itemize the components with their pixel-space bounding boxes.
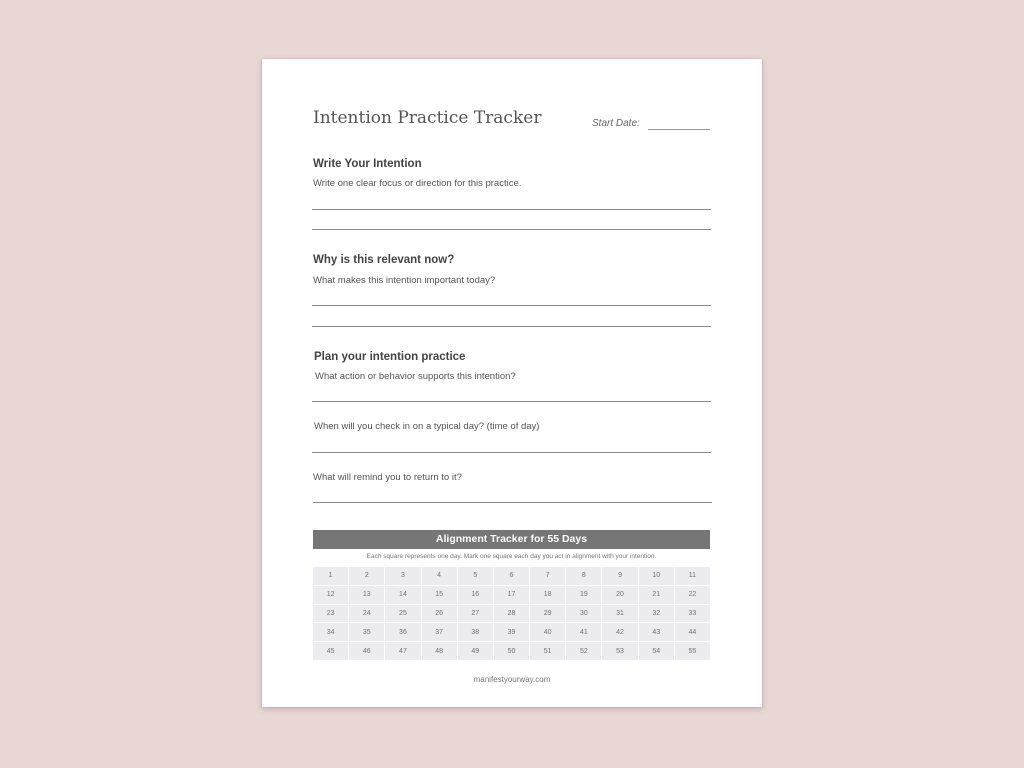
tracker-day-cell[interactable]: 37 [422,623,457,641]
writing-line [313,502,712,503]
tracker-day-cell[interactable]: 13 [349,586,384,604]
worksheet-page [262,59,762,707]
tracker-day-cell[interactable]: 8 [566,567,601,585]
tracker-day-cell[interactable]: 51 [530,642,565,660]
tracker-day-cell[interactable]: 34 [313,623,348,641]
tracker-day-cell[interactable]: 15 [422,586,457,604]
writing-line [312,326,711,327]
tracker-day-cell[interactable]: 45 [313,642,348,660]
tracker-day-cell[interactable]: 35 [349,623,384,641]
tracker-day-cell[interactable]: 29 [530,605,565,623]
tracker-day-cell[interactable]: 32 [639,605,674,623]
tracker-day-cell[interactable]: 48 [422,642,457,660]
tracker-day-cell[interactable]: 23 [313,605,348,623]
tracker-grid [313,567,710,660]
writing-line [312,209,711,210]
tracker-day-cell[interactable]: 30 [566,605,601,623]
tracker-day-cell[interactable]: 31 [602,605,637,623]
tracker-day-cell[interactable]: 25 [385,605,420,623]
tracker-day-cell[interactable]: 16 [458,586,493,604]
tracker-day-cell[interactable]: 54 [639,642,674,660]
section-heading-relevance: Why is this relevant now? [313,254,455,266]
writing-line [312,305,711,306]
tracker-day-cell[interactable]: 39 [494,623,529,641]
tracker-day-cell[interactable]: 21 [639,586,674,604]
tracker-day-cell[interactable]: 14 [385,586,420,604]
section-heading-plan: Plan your intention practice [314,351,466,363]
tracker-day-cell[interactable]: 49 [458,642,493,660]
tracker-day-cell[interactable]: 44 [675,623,710,641]
tracker-day-cell[interactable]: 26 [422,605,457,623]
tracker-day-cell[interactable]: 2 [349,567,384,585]
tracker-day-cell[interactable]: 33 [675,605,710,623]
tracker-day-cell[interactable]: 18 [530,586,565,604]
tracker-day-cell[interactable]: 4 [422,567,457,585]
tracker-day-cell[interactable]: 20 [602,586,637,604]
tracker-day-cell[interactable]: 3 [385,567,420,585]
tracker-day-cell[interactable]: 12 [313,586,348,604]
tracker-day-cell[interactable]: 6 [494,567,529,585]
tracker-day-cell[interactable]: 43 [639,623,674,641]
tracker-day-cell[interactable]: 10 [639,567,674,585]
tracker-day-cell[interactable]: 27 [458,605,493,623]
tracker-day-cell[interactable]: 46 [349,642,384,660]
prompt-write-intention: Write one clear focus or direction for this practice. [313,178,522,189]
tracker-note: Each square represents one day. Mark one square each day you act in alignment with your intention. [366,553,657,560]
tracker-day-cell[interactable]: 19 [566,586,601,604]
tracker-day-cell[interactable]: 22 [675,586,710,604]
footer-url: manifestyourway.com [473,675,551,684]
prompt-relevance: What makes this intention important today? [313,275,496,286]
tracker-day-cell[interactable]: 7 [530,567,565,585]
page-title: Intention Practice Tracker [313,108,542,128]
tracker-day-cell[interactable]: 40 [530,623,565,641]
tracker-day-cell[interactable]: 38 [458,623,493,641]
prompt-reminder: What will remind you to return to it? [313,472,462,483]
writing-line [312,229,711,230]
tracker-day-cell[interactable]: 53 [602,642,637,660]
tracker-day-cell[interactable]: 17 [494,586,529,604]
tracker-day-cell[interactable]: 11 [675,567,710,585]
writing-line [312,401,711,402]
tracker-day-cell[interactable]: 50 [494,642,529,660]
tracker-day-cell[interactable]: 9 [602,567,637,585]
tracker-day-cell[interactable]: 5 [458,567,493,585]
tracker-day-cell[interactable]: 55 [675,642,710,660]
tracker-day-cell[interactable]: 52 [566,642,601,660]
tracker-day-cell[interactable]: 24 [349,605,384,623]
start-date-line [648,129,710,130]
tracker-day-cell[interactable]: 36 [385,623,420,641]
tracker-title: Alignment Tracker for 55 Days [313,530,710,549]
tracker-day-cell[interactable]: 41 [566,623,601,641]
prompt-check-in: When will you check in on a typical day? (time of day) [314,421,540,432]
start-date-label: Start Date: [592,118,640,129]
prompt-action: What action or behavior supports this intention? [315,371,516,382]
section-heading-write-intention: Write Your Intention [313,158,422,170]
writing-line [312,452,711,453]
tracker-day-cell[interactable]: 47 [385,642,420,660]
tracker-day-cell[interactable]: 28 [494,605,529,623]
tracker-day-cell[interactable]: 1 [313,567,348,585]
tracker-day-cell[interactable]: 42 [602,623,637,641]
